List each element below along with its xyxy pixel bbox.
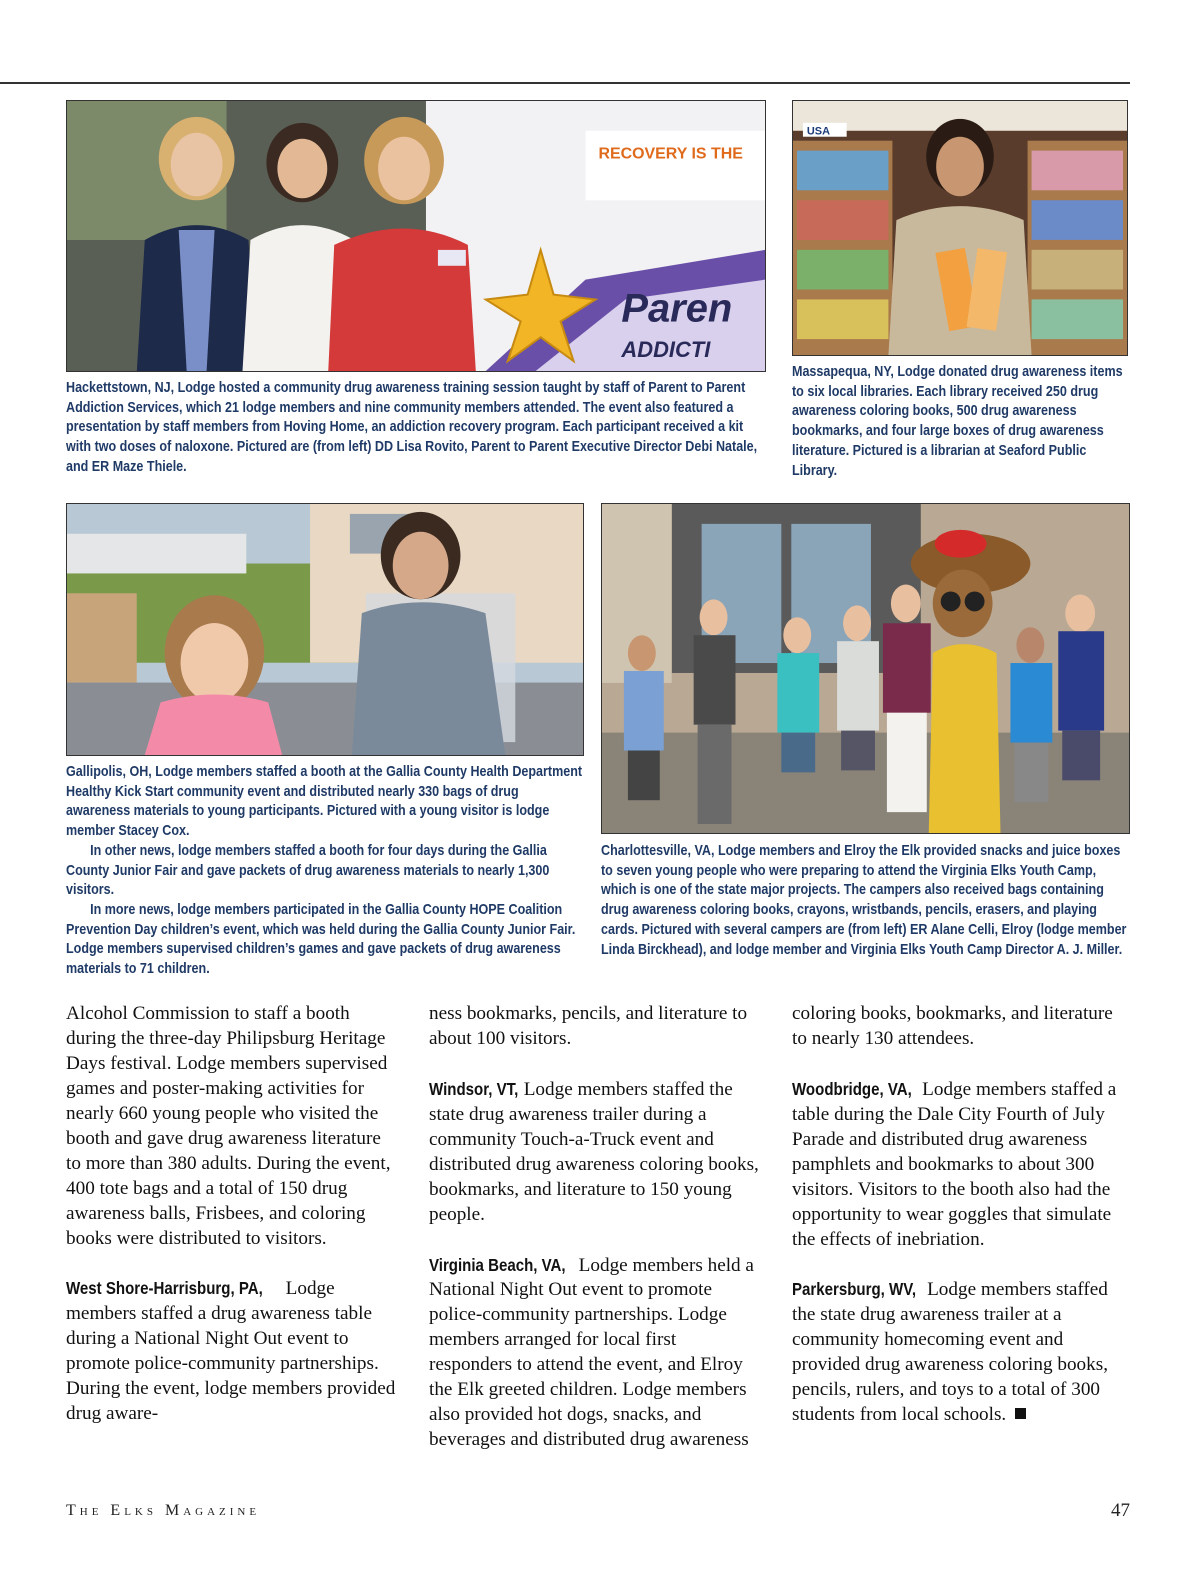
photo-gallipolis [66, 503, 584, 756]
photo-massapequa [792, 100, 1128, 356]
paragraph-text: Lodge members held a National Night Out event to promote police-community partnerships. Lodge members arranged for local first responders to attend the event, and Elroy the Elk greeted children. Lodge members also provided hot dogs, snacks, and beverages and distributed drug awareness [429, 1254, 754, 1451]
footer-magazine-name: The Elks Magazine [66, 1502, 261, 1519]
end-of-article-mark [1015, 1408, 1026, 1419]
paragraph-place: Virginia Beach, VA, [429, 1254, 566, 1275]
photo-charlottesville [601, 503, 1130, 834]
body-paragraph: coloring books, bookmarks, and literature to nearly 130 attendees. [792, 1003, 1113, 1049]
photo-hackettstown [66, 100, 766, 372]
shelf-sign-text: USA [806, 125, 830, 138]
van-banner-text: RECOVERY IS THE [598, 145, 743, 163]
paragraph-text: Lodge members staffed a drug awareness table during a National Night Out event to promote police-community partnerships. During the event, lodge members provided drug aware- [66, 1278, 396, 1425]
paragraph-text: Lodge members staffed a table during the Dale City Fourth of July Parade and distributed drug awareness pamphlets and bookmarks to about 300 visitors. Visitors to the booth also had the opportunity to wear goggles that simulate the effects of inebriation. [792, 1078, 1117, 1250]
footer-page-number: 47 [1111, 1500, 1130, 1521]
body-column-3 [792, 1002, 1130, 1453]
paragraph-text: Lodge members staffed the state drug awareness trailer at a community homecoming event and provided drug awareness coloring books, pencils, rulers, and toys to a total of 300 students from local schools. [792, 1279, 1108, 1426]
body-paragraph [792, 1077, 1130, 1253]
caption-text: Lodge hosted a community drug awareness training session taught by staff of Parent to Parent Addiction Services, which 21 lodge members and nine community members attended. The event also featured a presentation by staff members from Hoving Home, an addiction recovery program. Each participant received a kit with two doses of naloxone. Pictured are (from left) DD Lisa Rovito, Parent to Parent Executive Director Debi Natale, and ER Maze Thiele. [66, 380, 758, 475]
caption-place: Massapequa, NY, [792, 364, 894, 380]
body-paragraph [66, 1276, 400, 1427]
caption-place: Hackettstown, NJ, [66, 380, 175, 396]
van-logo-text: Paren [621, 286, 733, 331]
caption-hackettstown [66, 379, 766, 478]
caption-paragraph: In other news, lodge members staffed a booth for four days during the Gallia County Junior Fair and gave packets of drug awareness materials to nearly 1,300 visitors. [66, 842, 550, 899]
paragraph-place: West Shore-Harrisburg, PA, [66, 1278, 263, 1299]
paragraph-text: Lodge members staffed the state drug awareness trailer during a community Touch-a-Truck event and distributed drug awareness coloring books, bookmarks, and literature to 150 young people. [429, 1078, 759, 1225]
body-paragraph: ness bookmarks, pencils, and literature to about 100 visitors. [429, 1003, 748, 1049]
caption-paragraph: In more news, lodge members participated in the Gallia County HOPE Coalition Prevention Day children’s event, which was held during the Gallia County Junior Fair. Lodge members supervised children’s games and gave packets of drug awareness materials to 71 children. [66, 901, 576, 978]
caption-text: Lodge members staffed a booth at the Gallia County Health Department Healthy Kick Start community event and distributed nearly 330 bags of drug awareness materials to young participants. Pictured with a young visitor is lodge member Stacey Cox. [66, 764, 583, 840]
van-logo-subtext: ADDICTI [621, 337, 711, 363]
paragraph-place: Woodbridge, VA, [792, 1078, 912, 1099]
caption-charlottesville [601, 842, 1134, 960]
paragraph-place: Windsor, VT, [429, 1078, 519, 1099]
caption-text: Lodge members and Elroy the Elk provided snacks and juice boxes to seven young people who were preparing to attend the Virginia Elks Youth Camp, which is one of the state major projects. The campers also received bags containing drug awareness coloring books, crayons, wristbands, pencils, erasers, and playing cards. Pictured with several campers are (from left) ER Alane Celli, Elroy (lodge member Linda Birckhead), and lodge member and Virginia Elks Youth Camp Director A. J. Miller. [601, 843, 1127, 958]
caption-place: Gallipolis, OH, [66, 764, 152, 780]
caption-place: Charlottesville, VA, [601, 843, 715, 859]
body-column-1 [66, 1002, 400, 1452]
body-column-2 [429, 1002, 763, 1478]
body-paragraph: Alcohol Commission to staff a booth during the three-day Philipsburg Heritage Days festival. Lodge members supervised games and poster-making activities for nearly 660 young people who visited the booth and gave drug awareness literature to more than 380 adults. During the event, 400 tote bags and a total of 150 drug awareness balls, Frisbees, and coloring books were distributed to visitors. [66, 1003, 391, 1249]
caption-massapequa [792, 363, 1132, 481]
body-paragraph [792, 1277, 1130, 1428]
caption-text: Lodge donated drug awareness items to six local libraries. Each library received 250 drug awareness coloring books, 500 drug awareness bookmarks, and four large boxes of drug awareness literature. Pictured is a librarian at Seaford Public Library. [792, 364, 1123, 479]
paragraph-place: Parkersburg, WV, [792, 1279, 917, 1300]
header-rule [0, 82, 1130, 84]
body-paragraph [429, 1077, 763, 1228]
body-paragraph [429, 1253, 763, 1454]
caption-gallipolis [66, 763, 585, 980]
